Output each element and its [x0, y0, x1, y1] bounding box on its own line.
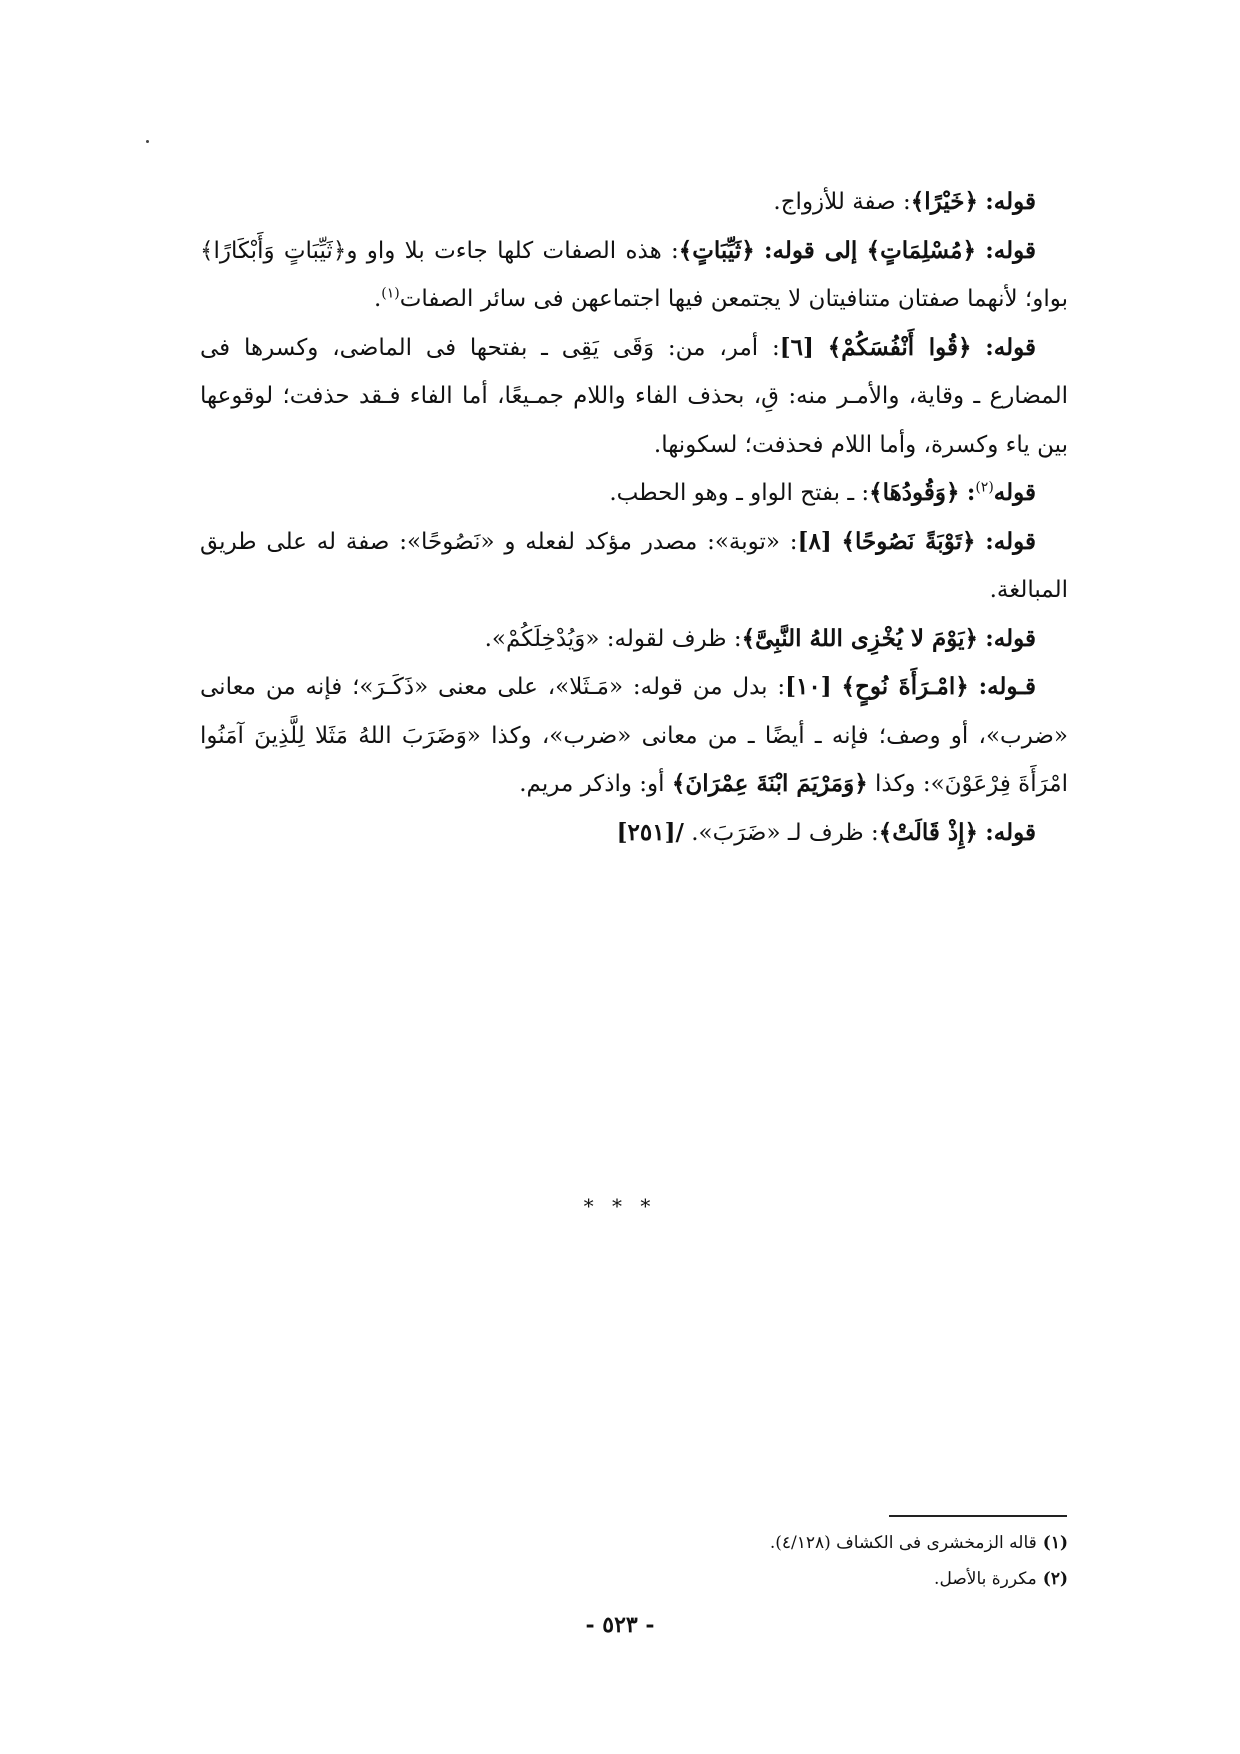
label: : — [966, 479, 976, 506]
commentary: بواو؛ لأنهما صفتان متنافيتان لا يجتمعن فيها اجتماعهن فى سائر الصفات — [399, 286, 1068, 312]
label: قوله: — [985, 236, 1037, 264]
label: قوله — [993, 479, 1036, 506]
commentary: : «توبة»: مصدر مؤكد لفعله و «نَصُوحًا»: صفة له على طريق المبالغة. — [200, 528, 1068, 603]
footnote-marker: (٢) — [975, 479, 994, 496]
quran-verse: ﴿ثَيِّبَاتٍ وَأَبْكَارًا﴾ — [200, 237, 347, 264]
label: قوله: — [985, 624, 1036, 652]
quran-verse: ﴿تَوْبَةً نَصُوحًا﴾ — [841, 527, 976, 555]
footnote-2 — [200, 1561, 1068, 1597]
commentary: : ظرف لـ «ضَرَبَ». — [691, 819, 879, 846]
commentary: : بدل من قوله: «مَـثَلا»، على معنى «ذَكَـرَ»؛ فإنه من معانى «ضرب»، أو وصف؛ فإنه ـ أيضًا ـ من معانى «ضرب»، وكذا «وَضَرَبَ اللهُ مَثَلا لِلَّذِينَ آمَنُوا امْرَأَةَ فِرْعَوْنَ»: وكذا — [200, 674, 1068, 797]
quran-verse: ﴿خَيْرًا﴾ — [910, 188, 978, 215]
footnote-marker: (١) — [381, 285, 400, 302]
label: قوله: — [985, 527, 1037, 555]
paragraph-4 — [200, 469, 1068, 518]
commentary: أو: واذكر مريم. — [519, 771, 672, 797]
main-text — [200, 178, 1068, 857]
quran-verse: ﴿قُوا أَنْفُسَكُمْ﴾ — [827, 333, 972, 361]
commentary: . — [373, 286, 382, 312]
commentary: : ظرف لقوله: «وَيُدْخِلَكُمْ». — [484, 625, 742, 652]
page-number: - ٥٢٣ - — [585, 1612, 655, 1638]
label: قوله: — [985, 333, 1037, 361]
label: قوله: — [985, 188, 1036, 215]
paragraph-7 — [200, 663, 1068, 809]
section-separator: * * * — [583, 1194, 657, 1218]
footnote-number: (٢) — [1042, 1569, 1068, 1589]
label: قوله: — [985, 818, 1036, 846]
verse-reference: [٦] — [779, 333, 814, 361]
footnote-text: قاله الزمخشرى فى الكشاف (٤/١٢٨). — [769, 1533, 1037, 1553]
commentary: : هذه الصفات كلها جاءت بلا واو و — [346, 237, 679, 264]
commentary: : ـ بفتح الواو ـ وهو الحطب. — [609, 480, 870, 506]
footnote-1 — [200, 1525, 1068, 1561]
quran-verse: ﴿وَمَرْيَمَ ابْنَةَ عِمْرَانَ﴾ — [671, 770, 868, 797]
paragraph-1 — [200, 178, 1068, 227]
paragraph-6 — [200, 615, 1068, 664]
footnotes — [200, 1525, 1068, 1597]
verse-reference: [٨] — [797, 527, 832, 555]
label: إلى قوله: — [764, 236, 858, 264]
quran-verse: ﴿امْـرَأَةَ نُوحٍ﴾ — [841, 673, 969, 700]
label: قـوله: — [978, 673, 1037, 700]
manuscript-folio-marker: /[٢٥١] — [616, 818, 684, 846]
commentary: : صفة للأزواج. — [773, 189, 911, 215]
footnote-number: (١) — [1042, 1533, 1068, 1553]
quran-verse: ﴿يَوْمَ لا يُخْزِى اللهُ النَّبِىَّ﴾ — [741, 624, 978, 652]
quran-verse: ﴿وَقُودُهَا﴾ — [869, 479, 960, 506]
footnote-divider — [889, 1515, 1067, 1517]
quran-verse: ﴿إِذْ قَالَتْ﴾ — [878, 818, 978, 846]
quran-verse: ﴿مُسْلِمَاتٍ﴾ — [866, 236, 976, 264]
footnote-text: مكررة بالأصل. — [934, 1569, 1037, 1589]
stray-dot — [146, 140, 149, 143]
commentary: : أمر، من: وَقَى يَقِى ـ بفتحها فى الماضى، وكسرها فى المضارع ـ وقاية، والأمـر منه: قِ، بحذف الفاء واللام جمـيعًا، أما الفاء فـقد حذفت؛ لوقوعها بين ياء وكسرة، وأما اللام فحذفت؛ لسكونها. — [200, 334, 1068, 458]
paragraph-2 — [200, 227, 1068, 324]
quran-verse: ﴿ثَيِّبَاتٍ﴾ — [678, 236, 755, 264]
paragraph-8 — [200, 809, 1068, 858]
paragraph-3 — [200, 324, 1068, 470]
verse-reference: [١٠] — [785, 673, 832, 700]
paragraph-5 — [200, 518, 1068, 615]
